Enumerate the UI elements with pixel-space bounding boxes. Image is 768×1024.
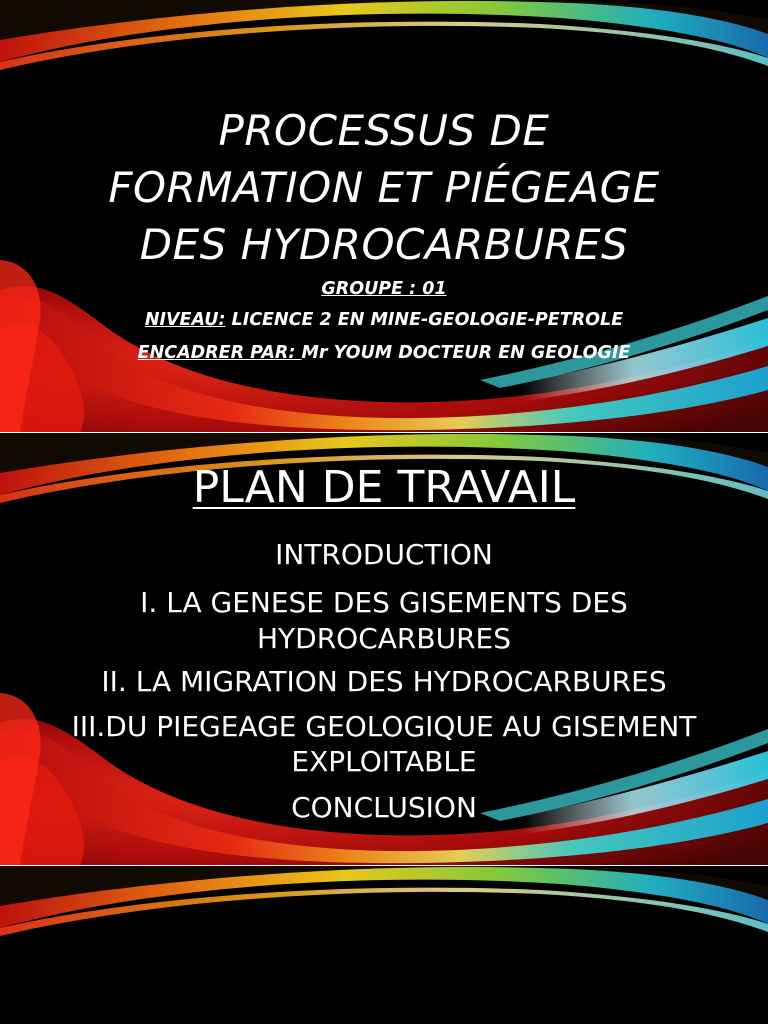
groupe-line <box>0 277 768 301</box>
plan-item-1-line-1: I. LA GENESE DES GISEMENTS DES <box>140 586 628 619</box>
title-slide <box>0 0 768 432</box>
plan-slide-content <box>0 433 768 865</box>
plan-slide <box>0 433 768 865</box>
title-line-2: FORMATION ET PIÉGEAGE <box>108 163 660 212</box>
title-line-3: DES HYDROCARBURES <box>139 220 629 269</box>
plan-item-3-line-2: EXPLOITABLE <box>291 745 477 778</box>
groupe-text: GROUPE : 01 <box>321 279 447 299</box>
plan-item-introduction: INTRODUCTION <box>275 538 493 571</box>
next-slide-partial <box>0 866 768 1024</box>
presentation-title <box>20 102 748 273</box>
niveau-label: NIVEAU: <box>144 310 226 330</box>
niveau-value: LICENCE 2 EN MINE-GEOLOGIE-PETROLE <box>225 310 624 330</box>
niveau-line <box>0 308 768 332</box>
title-line-1: PROCESSUS DE <box>218 106 550 155</box>
plan-item-2: II. LA MIGRATION DES HYDROCARBURES <box>101 665 667 698</box>
encadrer-line <box>0 341 768 365</box>
plan-title: PLAN DE TRAVAIL <box>192 462 576 513</box>
title-slide-content <box>0 0 768 432</box>
plan-item-conclusion: CONCLUSION <box>291 791 477 824</box>
plan-item-1-line-2: HYDROCARBURES <box>257 622 511 655</box>
encadrer-label: ENCADRER PAR: <box>137 343 302 363</box>
swoosh-decoration <box>0 866 768 1024</box>
encadrer-value: Mr YOUM DOCTEUR EN GEOLOGIE <box>301 343 631 363</box>
plan-item-3-line-1: III.DU PIEGEAGE GEOLOGIQUE AU GISEMENT <box>71 710 697 743</box>
